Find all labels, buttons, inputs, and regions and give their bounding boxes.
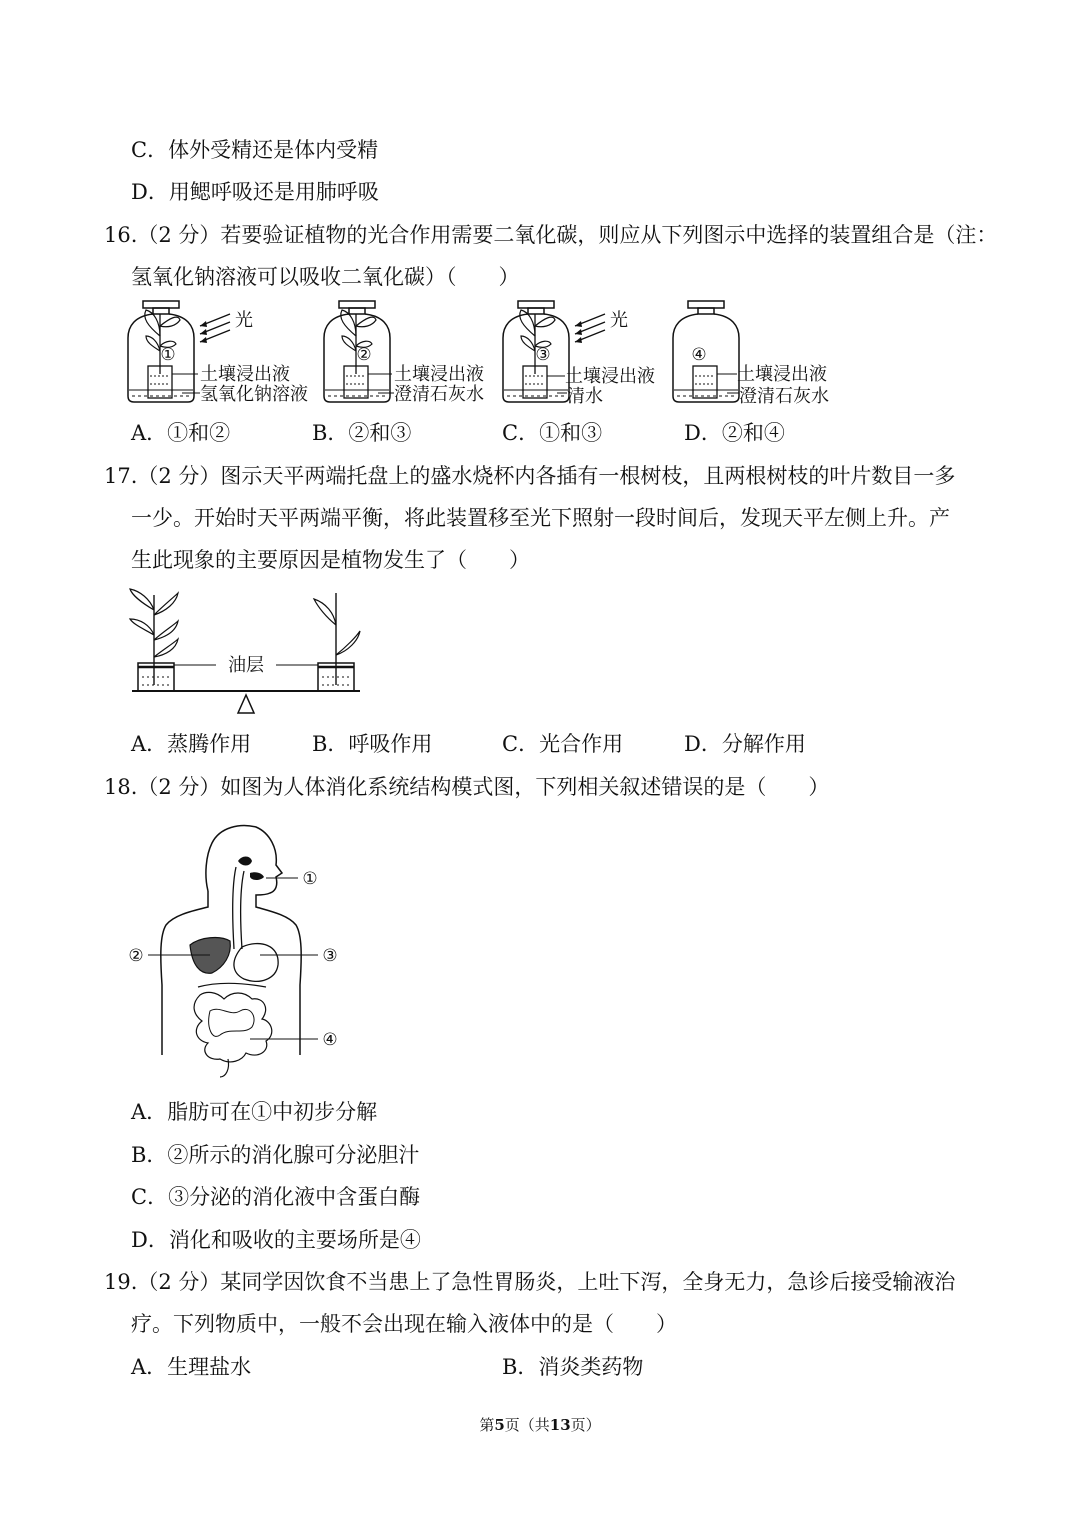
q15-option-d: D．用鳃呼吸还是用肺呼吸 (131, 180, 379, 204)
q16-stem-line1: 16.（2 分）若要验证植物的光合作用需要二氧化碳，则应从下列图示中选择的装置组合是（注： (104, 223, 998, 247)
q17-option-b: B．呼吸作用 (312, 732, 433, 756)
footer-total-pages: 13 (549, 1416, 571, 1434)
light-label-1: 光 (235, 310, 253, 331)
q16-stem-line2: 氢氧化钠溶液可以吸收二氧化碳）（ ） (131, 265, 520, 289)
footer-pre: 第 (479, 1416, 495, 1434)
q18-option-d: D．消化和吸收的主要场所是④ (131, 1228, 421, 1252)
q19-option-b: B．消炎类药物 (502, 1355, 644, 1379)
jar2-bottom-label: 澄清石灰水 (394, 384, 484, 405)
footer-post: 页） (570, 1416, 601, 1434)
q17-stem-line2: 一少。开始时天平两端平衡，将此装置移至光下照射一段时间后，发现天平左侧上升。产 (131, 506, 950, 530)
footer-page-number: 5 (494, 1416, 505, 1434)
q16-figure (120, 296, 850, 414)
q18-option-c: C．③分泌的消化液中含蛋白酶 (131, 1185, 421, 1209)
q17-option-d: D．分解作用 (684, 732, 806, 756)
q17-stem-line3: 生此现象的主要原因是植物发生了（ ） (131, 548, 530, 572)
jar1-top-label: 土壤浸出液 (200, 364, 290, 385)
q18-option-b: B．②所示的消化腺可分泌胆汁 (131, 1143, 420, 1167)
q17-stem-line1: 17.（2 分）图示天平两端托盘上的盛水烧杯内各插有一根树枝，且两根树枝的叶片数目一多 (104, 464, 956, 488)
jar3-bottom-label: 清水 (567, 386, 603, 407)
jar-number-2: ② (356, 345, 372, 365)
jar-number-4: ④ (691, 345, 707, 365)
jar-number-3: ③ (535, 345, 551, 365)
q19-stem-line1: 19.（2 分）某同学因饮食不当患上了急性胃肠炎，上吐下泻，全身无力，急诊后接受输液治 (104, 1270, 956, 1294)
q16-option-d: D．②和④ (684, 421, 785, 445)
q19-option-a: A．生理盐水 (131, 1355, 252, 1379)
jar4-top-label: 土壤浸出液 (737, 364, 827, 385)
page-footer (0, 1414, 1080, 1435)
jar1-bottom-label: 氢氧化钠溶液 (200, 384, 308, 405)
q19-stem-line2: 疗。下列物质中，一般不会出现在输入液体中的是（ ） (131, 1312, 677, 1336)
q18-stem: 18.（2 分）如图为人体消化系统结构模式图，下列相关叙述错误的是（ ） (104, 775, 830, 799)
light-label-3: 光 (610, 310, 628, 331)
q16-option-c: C．①和③ (502, 421, 603, 445)
q15-option-c: C．体外受精还是体内受精 (131, 138, 379, 162)
jar-number-1: ① (160, 345, 176, 365)
digestive-label-1: ① (302, 869, 318, 889)
q17-option-c: C．光合作用 (502, 732, 624, 756)
footer-mid: 页（共 (504, 1416, 550, 1434)
digestive-label-3: ③ (322, 946, 338, 966)
jar3-top-label: 土壤浸出液 (565, 366, 655, 387)
q17-balance-figure (120, 585, 370, 720)
q17-option-a: A．蒸腾作用 (131, 732, 252, 756)
jar4-bottom-label: 澄清石灰水 (739, 386, 829, 407)
q18-option-a: A．脂肪可在①中初步分解 (131, 1100, 378, 1124)
digestive-label-2: ② (128, 946, 144, 966)
oil-layer-label: 油层 (228, 655, 264, 676)
q18-digestive-system-figure (120, 815, 350, 1085)
jar2-top-label: 土壤浸出液 (394, 364, 484, 385)
q16-option-a: A．①和② (131, 421, 231, 445)
q16-option-b: B．②和③ (312, 421, 412, 445)
digestive-label-4: ④ (322, 1030, 338, 1050)
